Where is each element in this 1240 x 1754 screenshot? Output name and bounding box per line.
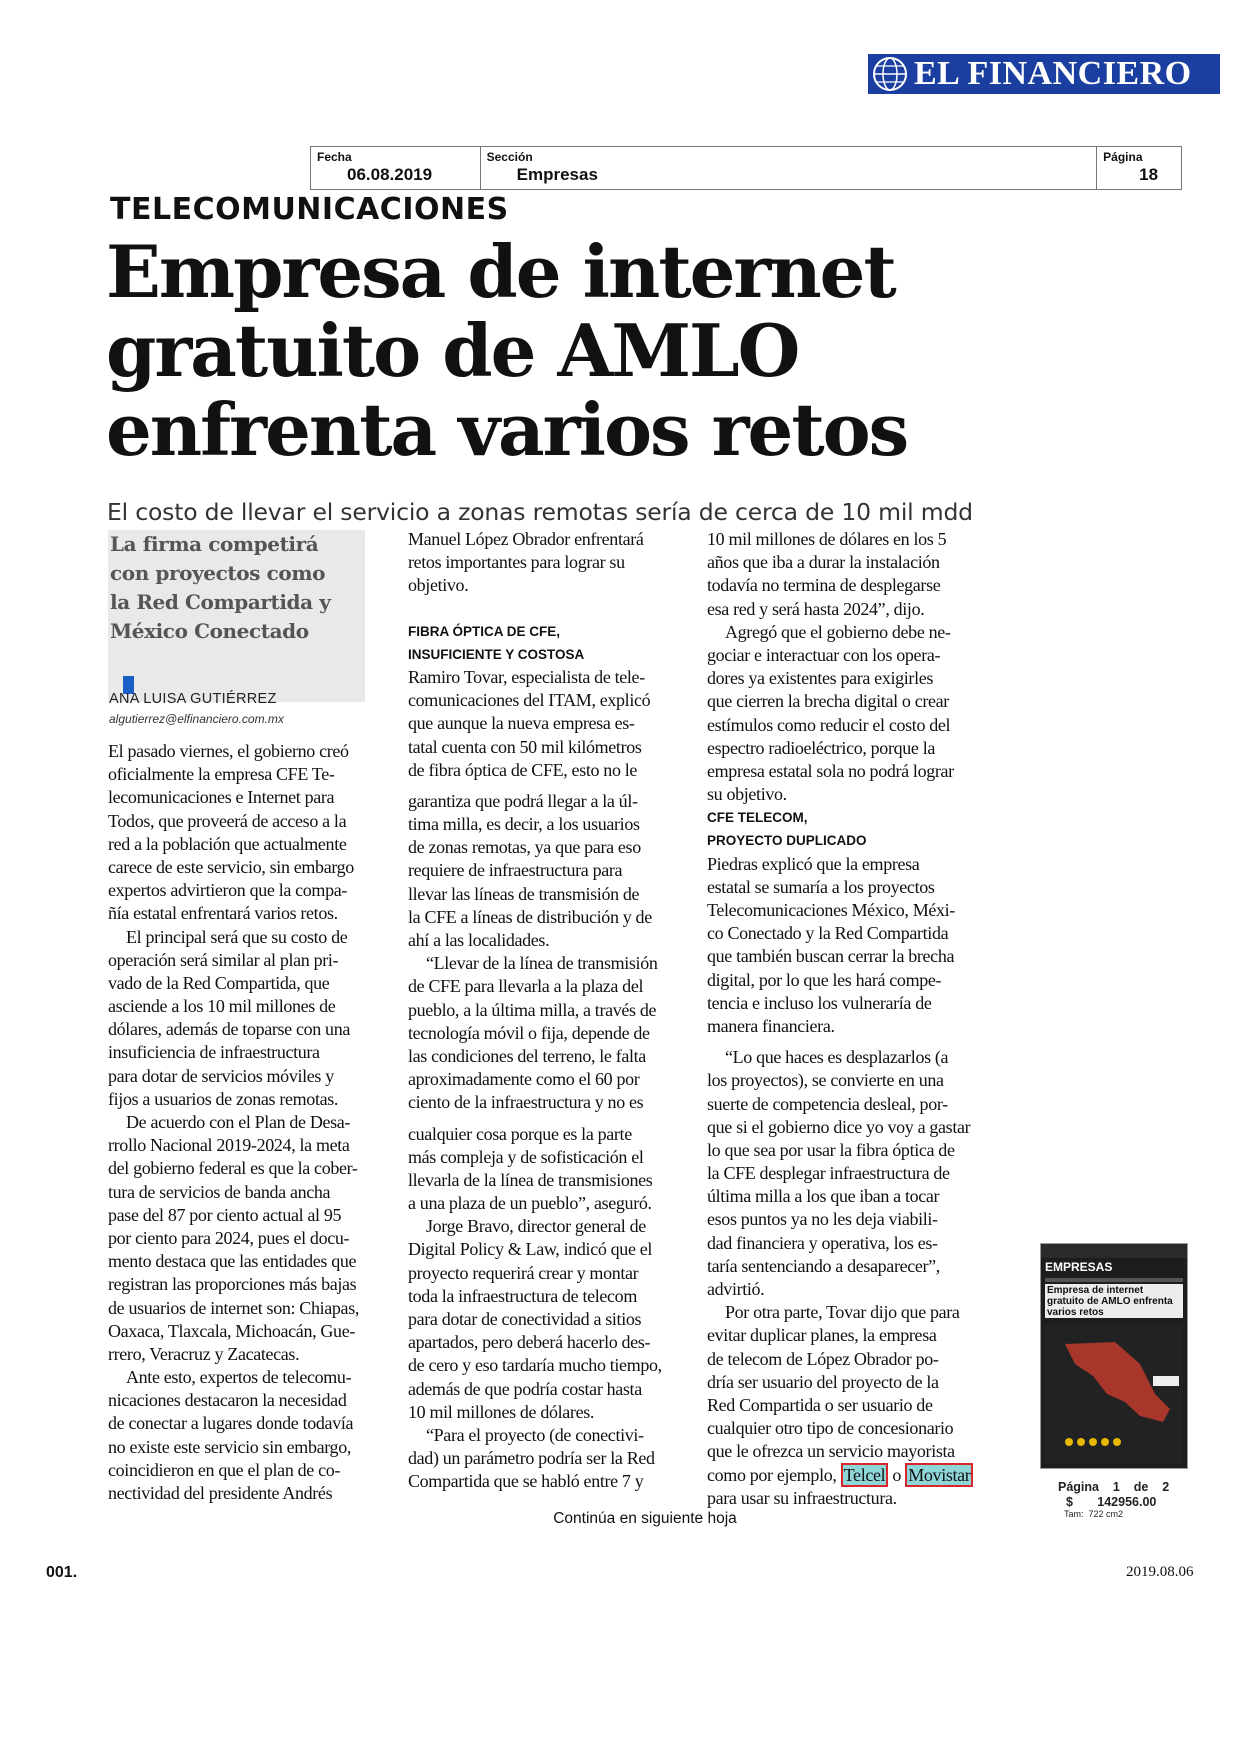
- text-fragment: o: [888, 1464, 906, 1485]
- text-line: tencia e incluso los vulneraría de: [707, 992, 932, 1013]
- text-line: tecnología móvil o fija, depende de: [408, 1022, 650, 1043]
- text-line: retos importantes para lograr su: [408, 552, 625, 573]
- text-line: comunicaciones del ITAM, explicó: [408, 690, 651, 711]
- text-line: ñía estatal enfrentará varios retos.: [108, 903, 338, 924]
- article-column-1: [108, 740, 396, 1505]
- seccion-cell: [481, 147, 1098, 189]
- text-line: garantiza que podrá llegar a la úl-: [408, 790, 638, 811]
- text-line: para usar su infraestructura.: [707, 1487, 897, 1508]
- pagina-value: 18: [1139, 165, 1159, 184]
- text-line: ahí a las localidades.: [408, 930, 550, 950]
- text-line: a una plaza de un pueblo”, aseguró.: [408, 1193, 652, 1214]
- blurb-text: [110, 530, 330, 646]
- clip-page-line: Página 1 de 2: [1058, 1480, 1170, 1494]
- globe-icon: [872, 56, 908, 92]
- text-line: de cero y eso tardaría mucho tiempo,: [408, 1355, 662, 1376]
- el-financiero-logo: [868, 54, 1220, 94]
- text-line: rrero, Veracruz y Zacatecas.: [108, 1343, 300, 1364]
- text-line: dría ser usuario del proyecto de la: [707, 1371, 939, 1392]
- text-line: esa red y será hasta 2024”, dijo.: [707, 598, 925, 619]
- text-line: Telecomunicaciones México, Méxi-: [707, 900, 955, 920]
- text-line: Oaxaca, Tlaxcala, Michoacán, Gue-: [108, 1320, 355, 1341]
- byline: ANA LUISA GUTIÉRREZ: [109, 691, 277, 707]
- text-line: que si el gobierno dice yo voy a gastar: [707, 1116, 971, 1137]
- text-line: fijos a usuarios de zonas remotas.: [108, 1088, 339, 1109]
- headline-line: gratuito de AMLO: [106, 308, 799, 393]
- highlighted-term: Telcel: [841, 1463, 889, 1487]
- text-line: de CFE para llevarla a la plaza del: [408, 976, 644, 997]
- text-line: que también buscan cerrar la brecha: [707, 946, 955, 967]
- text-line: evitar duplicar planes, la empresa: [707, 1325, 937, 1346]
- blurb-box: [108, 530, 365, 702]
- text-line: pueblo, a la última milla, a través de: [408, 999, 657, 1020]
- section-subhead: FIBRA ÓPTICA DE CFE,: [408, 623, 561, 639]
- text-line: 10 mil millones de dólares en los 5: [707, 529, 947, 549]
- text-line: esos puntos ya no les deja viabili-: [707, 1209, 938, 1230]
- clip-info: [1058, 1480, 1169, 1510]
- text-line: registran las proporciones más bajas: [108, 1274, 357, 1295]
- text-line: cualquier otro tipo de concesionario: [707, 1418, 954, 1439]
- text-line: todavía no termina de desplegarse: [707, 575, 941, 596]
- blurb-line: con proyectos como: [110, 561, 326, 585]
- blurb-line: México Conectado: [110, 619, 309, 643]
- text-line: cualquier cosa porque es la parte: [408, 1123, 632, 1144]
- text-line: digital, por lo que les hará compe-: [707, 969, 942, 990]
- text-line: dores ya existentes para exigirles: [707, 668, 934, 689]
- blurb-line: la Red Compartida y: [110, 590, 331, 614]
- text-line: llevarla de la línea de transmisiones: [408, 1169, 653, 1190]
- text-line: coincidieron en que el plan de co-: [108, 1459, 340, 1480]
- mexico-map-icon: [1045, 1324, 1183, 1464]
- fecha-label: Fecha: [317, 150, 352, 164]
- text-line: manera financiera.: [707, 1015, 835, 1036]
- text-line: apartados, pero deberá hacerlo des-: [408, 1332, 651, 1353]
- text-line: espectro radioeléctrico, porque la: [707, 737, 935, 758]
- text-line: aproximadamente como el 60 por: [408, 1069, 640, 1090]
- headline-line: enfrenta varios retos: [106, 387, 908, 472]
- text-line: los proyectos), se convierte en una: [707, 1070, 944, 1091]
- fecha-cell: [311, 147, 481, 189]
- text-line: tatal cuenta con 50 mil kilómetros: [408, 736, 642, 757]
- thumbnail-bar: [1045, 1278, 1183, 1282]
- text-line: toda la infraestructura de telecom: [408, 1285, 637, 1306]
- text-line: rrollo Nacional 2019-2024, la meta: [108, 1135, 350, 1156]
- text-line: El principal será que su costo de: [126, 926, 348, 947]
- text-line: Ramiro Tovar, especialista de tele-: [408, 666, 645, 687]
- clip-cost-line: $ 142956.00: [1066, 1495, 1157, 1509]
- logo-text: EL FINANCIERO: [914, 55, 1192, 92]
- text-line: que le ofrezca un servicio mayorista: [707, 1441, 955, 1462]
- article-column-2: [408, 528, 698, 1494]
- text-line: para dotar de conectividad a sitios: [408, 1309, 642, 1329]
- text-line: mento destaca que las entidades que: [108, 1251, 357, 1272]
- text-line: estímulos como reducir el costo del: [707, 714, 951, 735]
- blurb-line: La firma competirá: [110, 532, 319, 556]
- text-line: Piedras explicó que la empresa: [707, 853, 920, 874]
- text-line: expertos advirtieron que la compa-: [108, 880, 348, 901]
- text-line: por ciento para 2024, pues el docu-: [108, 1227, 350, 1248]
- text-line: “Para el proyecto (de conectivi-: [426, 1424, 644, 1445]
- text-line: vado de la Red Compartida, que: [108, 972, 330, 993]
- text-line: años que iba a durar la instalación: [707, 552, 940, 573]
- fecha-value: 06.08.2019: [347, 165, 433, 184]
- text-line: operación será similar al plan pri-: [108, 949, 339, 970]
- text-line: co Conectado y la Red Compartida: [707, 923, 949, 944]
- text-line: oficialmente la empresa CFE Te-: [108, 764, 335, 785]
- text-line: “Llevar de la línea de transmisión: [426, 953, 658, 974]
- headline: [106, 229, 1066, 472]
- text-line: Agregó que el gobierno debe ne-: [725, 621, 951, 642]
- seccion-value: Empresas: [516, 165, 598, 184]
- text-line: Red Compartida o ser usuario de: [707, 1394, 933, 1415]
- text-line: última milla a los que iban a tocar: [707, 1186, 940, 1207]
- text-line: “Lo que haces es desplazarlos (a: [725, 1047, 949, 1068]
- section-subhead: CFE TELECOM,: [707, 810, 808, 826]
- byline-email: algutierrez@elfinanciero.com.mx: [109, 712, 284, 726]
- text-line: empresa estatal sola no podrá lograr: [707, 760, 954, 781]
- text-line: proyecto requerirá crear y montar: [408, 1262, 639, 1283]
- text-line: nectividad del presidente Andrés: [108, 1483, 333, 1503]
- text-line: dad) un parámetro podría ser la Red: [408, 1448, 655, 1469]
- thumbnail-topbar: [1041, 1244, 1187, 1258]
- text-line: llevar las líneas de transmisión de: [408, 883, 640, 904]
- text-line: insuficiencia de infraestructura: [108, 1042, 320, 1063]
- text-line: tura de servicios de banda ancha: [108, 1181, 331, 1202]
- text-line: estatal se sumaría a los proyectos: [707, 876, 935, 897]
- text-line: tima milla, es decir, a los usuarios: [408, 814, 640, 835]
- text-line: la CFE a líneas de distribución y de: [408, 906, 652, 927]
- text-line: Todos, que proveerá de acceso a la: [108, 810, 347, 831]
- thumbnail-headline: Empresa de internet gratuito de AMLO enfrenta varios retos: [1045, 1284, 1183, 1318]
- text-line: objetivo.: [408, 575, 469, 596]
- text-line: de fibra óptica de CFE, esto no le: [408, 759, 638, 780]
- text-line: suerte de competencia desleal, por-: [707, 1093, 948, 1114]
- text-line: El pasado viernes, el gobierno creó: [108, 741, 349, 761]
- text-line: Compartida que se habló entre 7 y: [408, 1471, 644, 1492]
- text-line: taría sentenciando a desaparecer”,: [707, 1255, 940, 1276]
- text-line: asciende a los 10 mil millones de: [108, 996, 336, 1017]
- text-line: la CFE desplegar infraestructura de: [707, 1163, 950, 1184]
- footer-date: 2019.08.06: [1126, 1564, 1194, 1580]
- text-line: de zonas remotas, ya que para eso: [408, 837, 641, 858]
- text-line: requiere de infraestructura para: [408, 860, 623, 881]
- subheadline: El costo de llevar el servicio a zonas remotas sería de cerca de 10 mil mdd: [107, 498, 973, 526]
- section-kicker: TELECOMUNICACIONES: [110, 192, 509, 227]
- text-line: que aunque la nueva empresa es-: [408, 713, 635, 734]
- text-line: para dotar de servicios móviles y: [108, 1065, 334, 1086]
- thumbnail-section: EMPRESAS: [1045, 1260, 1113, 1274]
- clip-size: Tam: 722 cm2: [1064, 1509, 1124, 1519]
- section-subhead: PROYECTO DUPLICADO: [707, 833, 867, 849]
- clipping-info-box: [310, 146, 1182, 190]
- seccion-label: Sección: [486, 150, 533, 164]
- text-line: de conectar a lugares donde todavía: [108, 1413, 354, 1434]
- text-line: advirtió.: [707, 1279, 765, 1299]
- section-subhead: INSUFICIENTE Y COSTOSA: [408, 646, 585, 662]
- text-line: su objetivo.: [707, 784, 787, 805]
- text-line: que cierren la brecha digital o crear: [707, 691, 949, 712]
- text-line: lecomunicaciones e Internet para: [108, 787, 335, 808]
- headline-line: Empresa de internet: [106, 229, 895, 314]
- text-line: carece de este servicio, sin embargo: [108, 856, 354, 877]
- text-fragment: como por ejemplo,: [707, 1464, 841, 1485]
- text-line: no existe este servicio sin embargo,: [108, 1436, 352, 1457]
- text-line: dólares, además de toparse con una: [108, 1019, 350, 1040]
- pagina-label: Página: [1103, 150, 1143, 164]
- text-line: [707, 1464, 997, 1487]
- text-line: pase del 87 por ciento actual al 95: [108, 1204, 342, 1225]
- footer-number: 001.: [46, 1564, 78, 1581]
- text-line: 10 mil millones de dólares.: [408, 1401, 595, 1422]
- text-line: lo que sea por usar la fibra óptica de: [707, 1139, 955, 1160]
- text-line: del gobierno federal es que la cober-: [108, 1158, 358, 1179]
- continues-note: Continúa en siguiente hoja: [553, 1510, 737, 1527]
- text-line: gociar e interactuar con los opera-: [707, 644, 941, 665]
- text-line: De acuerdo con el Plan de Desa-: [126, 1112, 351, 1132]
- text-line: nicaciones destacaron la necesidad: [108, 1390, 347, 1411]
- text-line: Por otra parte, Tovar dijo que para: [725, 1302, 960, 1323]
- text-line: de usuarios de internet son: Chiapas,: [108, 1297, 359, 1318]
- highlighted-term: Movistar: [905, 1463, 973, 1487]
- text-line: dad financiera y operativa, los es-: [707, 1232, 938, 1253]
- text-line: de telecom de López Obrador po-: [707, 1348, 939, 1369]
- article-column-3: [707, 528, 997, 1510]
- text-line: Jorge Bravo, director general de: [426, 1216, 646, 1237]
- text-line: red a la población que actualmente: [108, 833, 347, 854]
- text-line: ciento de la infraestructura y no es: [408, 1092, 644, 1113]
- text-line: las condiciones del terreno, le falta: [408, 1045, 646, 1066]
- text-line: además de que podría costar hasta: [408, 1378, 642, 1399]
- text-line: más compleja y de sofisticación el: [408, 1146, 644, 1167]
- text-line: Digital Policy & Law, indicó que el: [408, 1239, 653, 1260]
- text-line: Manuel López Obrador enfrentará: [408, 529, 644, 549]
- text-line: Ante esto, expertos de telecomu-: [126, 1367, 352, 1388]
- page-thumbnail: [1040, 1243, 1188, 1469]
- pagina-cell: [1097, 147, 1181, 189]
